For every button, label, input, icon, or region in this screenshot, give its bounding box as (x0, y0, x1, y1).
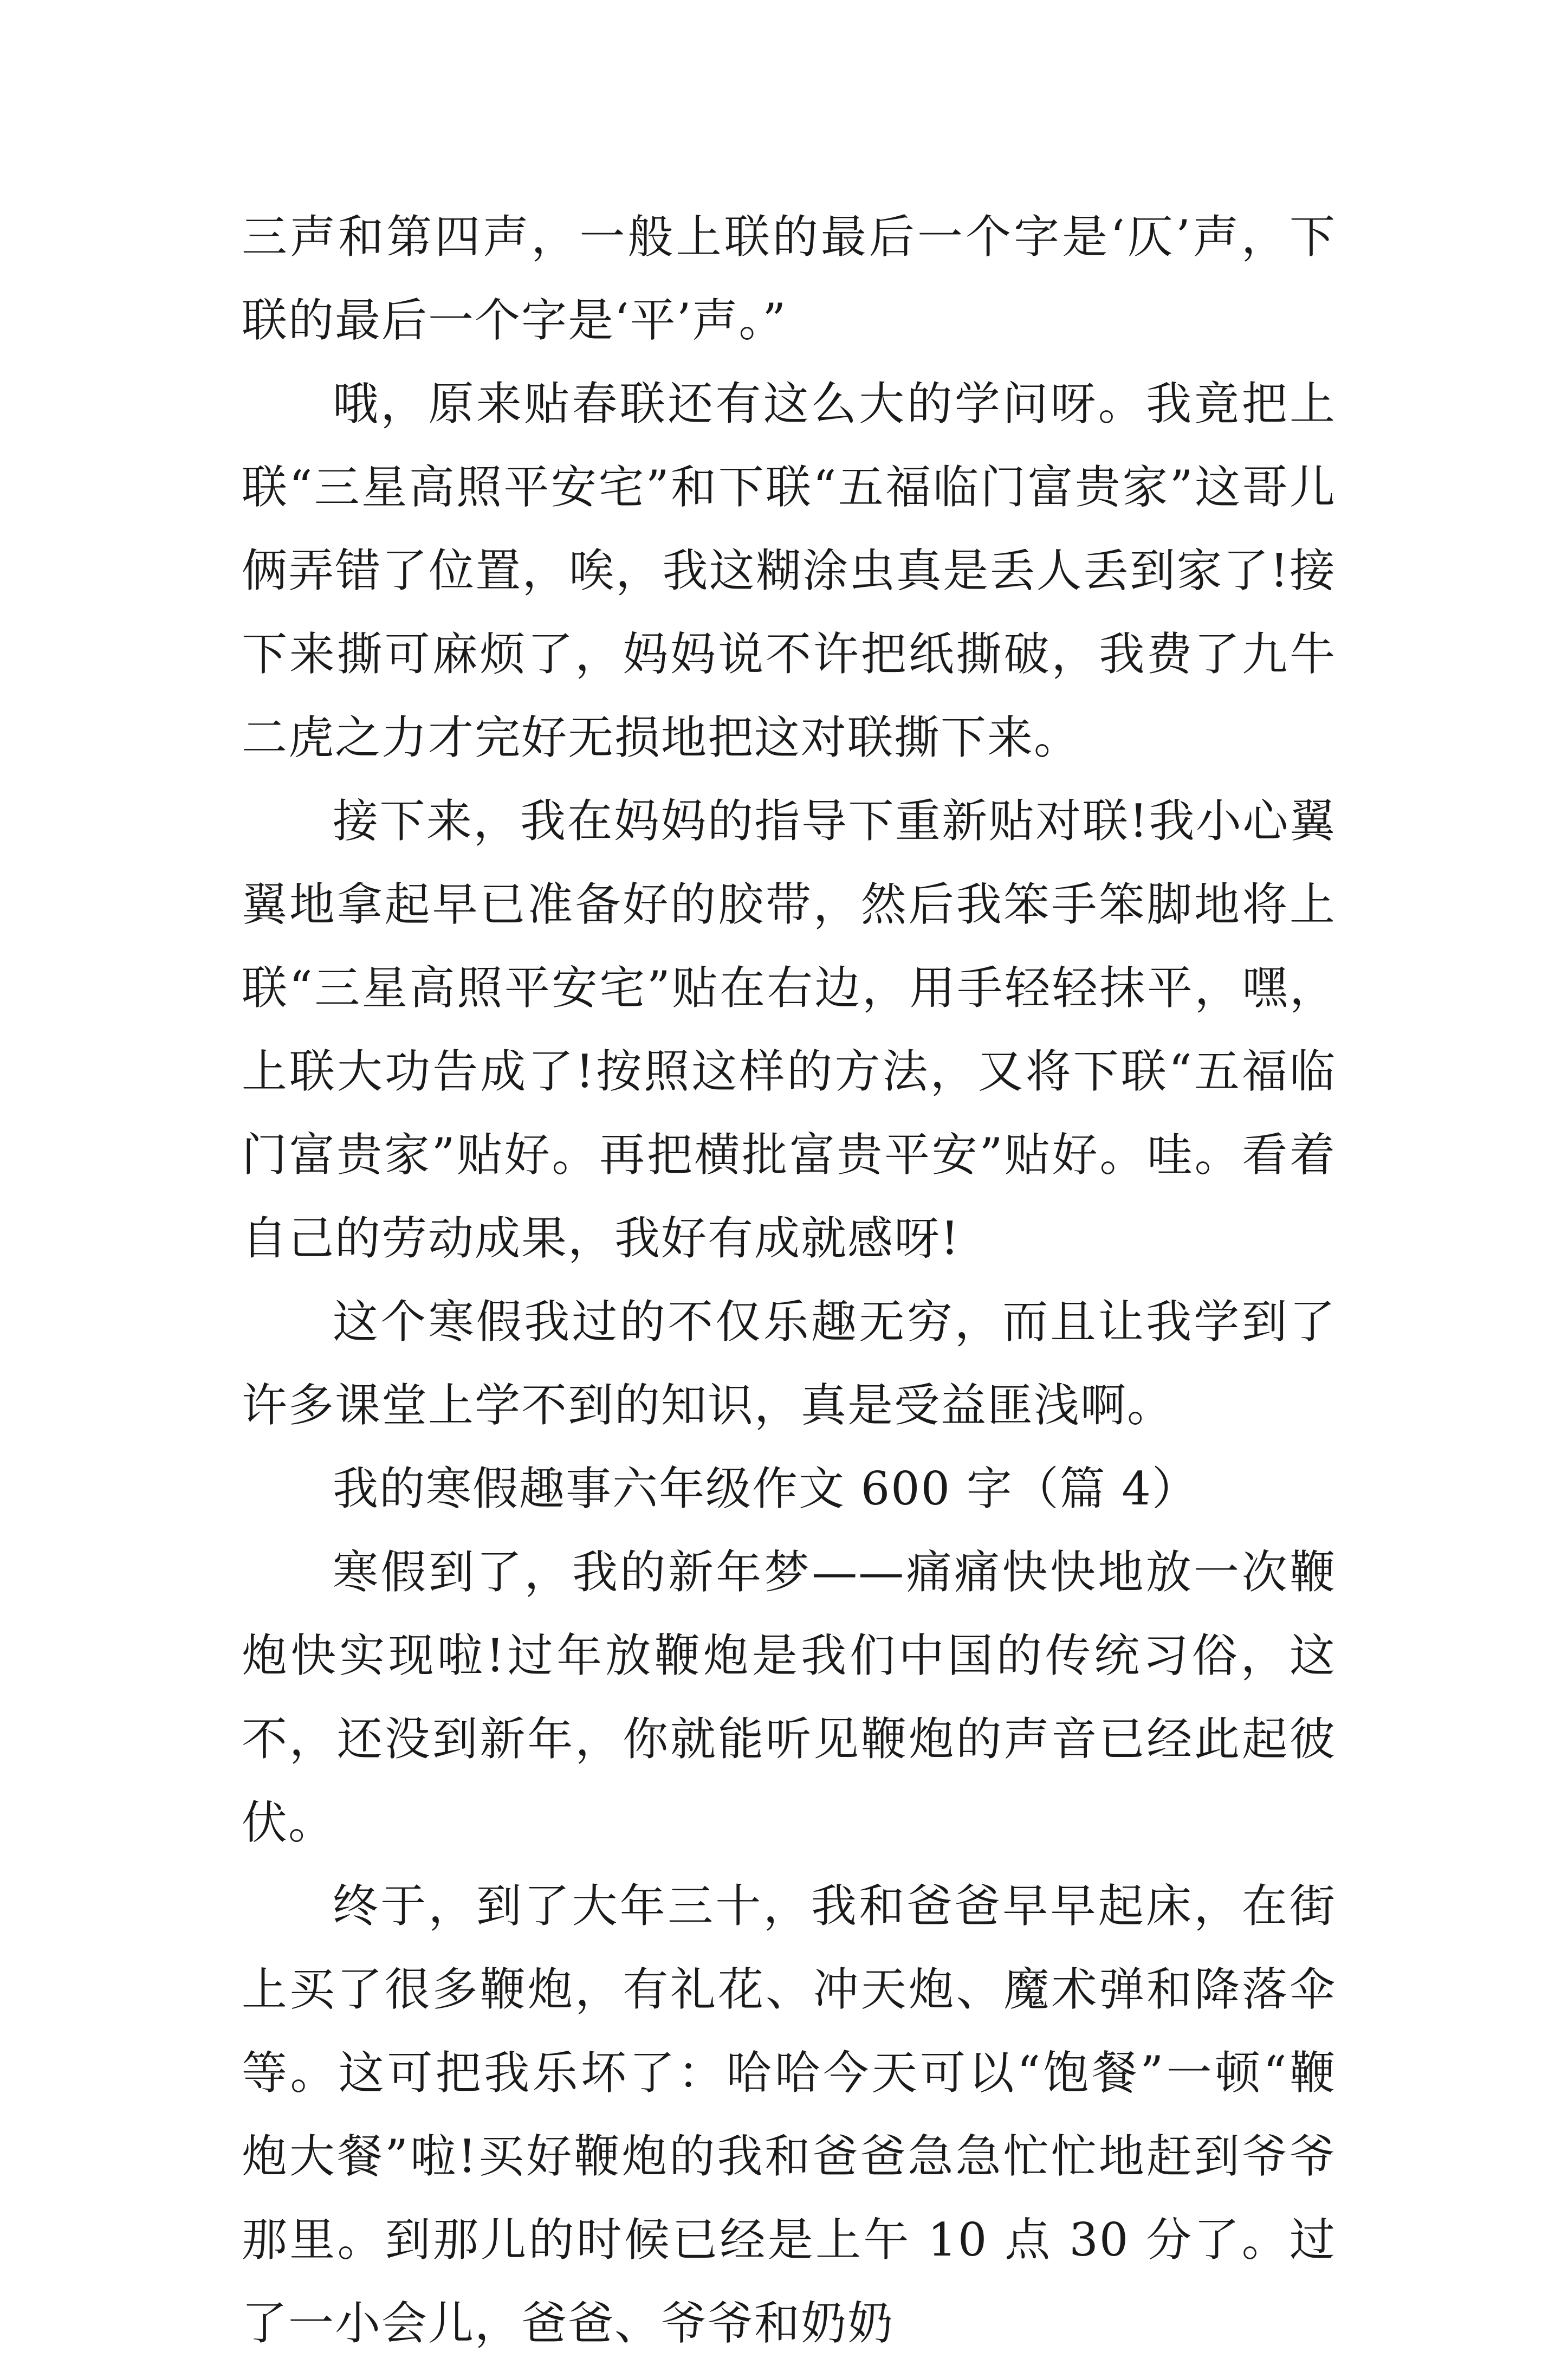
paragraph: 这个寒假我过的不仅乐趣无穷，而且让我学到了许多课堂上学不到的知识，真是受益匪浅啊。 (242, 1295, 1336, 1432)
paragraph-continuation: 三声和第四声，一般上联的最后一个字是‘仄’声，下联的最后一个字是‘平’声。” (242, 210, 1336, 347)
paragraph: 寒假到了，我的新年梦——痛痛快快地放一次鞭炮快实现啦!过年放鞭炮是我们中国的传统习俗，这不，还没到新年，你就能听见鞭炮的声音已经此起彼伏。 (242, 1546, 1336, 1849)
paragraph: 终于，到了大年三十，我和爸爸早早起床，在街上买了很多鞭炮，有礼花、冲天炮、魔术弹和降落伞等。这可把我乐坏了：哈哈今天可以“饱餐”一顿“鞭炮大餐”啦!买好鞭炮的我和爸爸急急忙忙地赶到爷爷那里。到那儿的时候已经是上午 10 点 30 分了。过了一小会儿，爸爸、爷爷和奶奶 (242, 1879, 1336, 2350)
paragraph: 哦，原来贴春联还有这么大的学问呀。我竟把上联“三星高照平安宅”和下联“五福临门富贵家”这哥儿俩弄错了位置，唉，我这糊涂虫真是丢人丢到家了!接下来撕可麻烦了，妈妈说不许把纸撕破，我费了九牛二虎之力才完好无损地把这对联撕下来。 (242, 377, 1336, 764)
section-heading: 我的寒假趣事六年级作文 600 字（篇 4） (333, 1462, 1198, 1515)
paragraph: 接下来，我在妈妈的指导下重新贴对联!我小心翼翼地拿起早已准备好的胶带，然后我笨手笨脚地将上联“三星高照平安宅”贴在右边，用手轻轻抹平，嘿，上联大功告成了!按照这样的方法，又将下联“五福临门富贵家”贴好。再把横批富贵平安”贴好。哇。看着自己的劳动成果，我好有成就感呀! (242, 794, 1336, 1265)
document-body (242, 195, 1336, 2365)
